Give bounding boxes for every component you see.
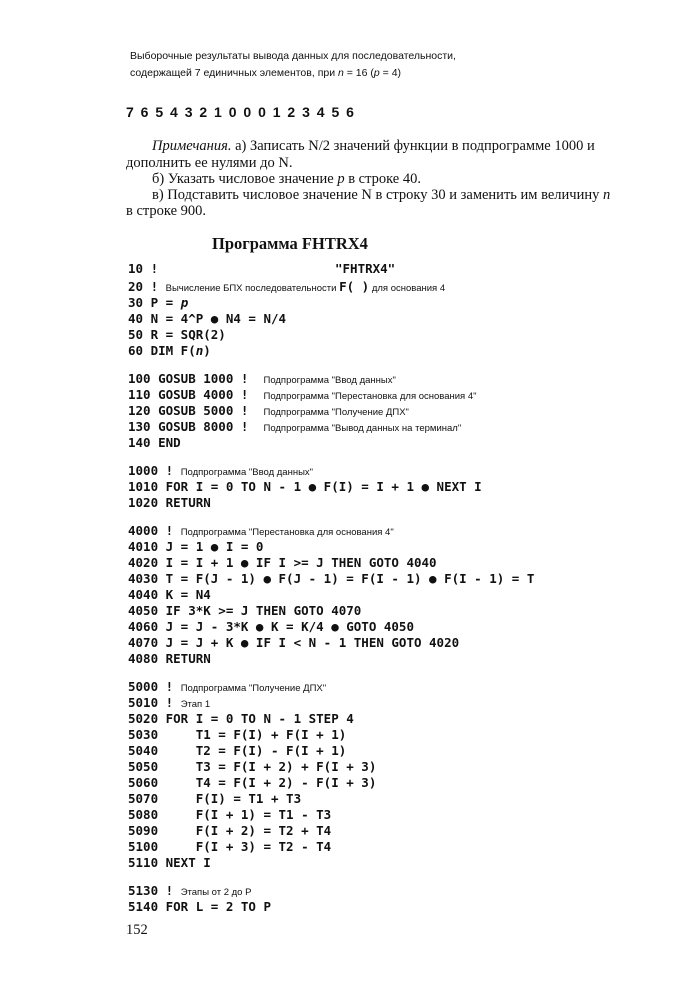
code-line-5110: 5110 NEXT I [128, 855, 211, 870]
output-sequence: 7 6 5 4 3 2 1 0 0 0 1 2 3 4 5 6 [126, 104, 356, 120]
code-line-5090: 5090 F(I + 2) = T2 + T4 [128, 823, 332, 838]
code-line-5030: 5030 T1 = F(I) + F(I + 1) [128, 727, 347, 742]
code-line-110: 110 GOSUB 4000 ! Подпрограмма "Перестановка для основания 4" [128, 387, 477, 402]
note-a: Примечания. а) Записать N/2 значений функции в подпрограмме 1000 и [152, 138, 595, 154]
code-line-1000: 1000 ! Подпрограмма "Ввод данных" [128, 463, 314, 478]
code-line-4040: 4040 K = N4 [128, 587, 211, 602]
code-line-60: 60 DIM F(n) [128, 343, 211, 358]
code-line-5140: 5140 FOR L = 2 TO P [128, 899, 271, 914]
code-line-4010: 4010 J = 1 ● I = 0 [128, 539, 264, 554]
code-line-5130: 5130 ! Этапы от 2 до P [128, 883, 252, 898]
code-line-5060: 5060 T4 = F(I + 2) - F(I + 3) [128, 775, 377, 790]
program-title: Программа FHTRX4 [212, 234, 368, 253]
code-line-5070: 5070 F(I) = T1 + T3 [128, 791, 302, 806]
code-line-5010: 5010 ! Этап 1 [128, 695, 211, 710]
code-line-10: 10 ! "FHTRX4" [128, 261, 396, 276]
code-line-120: 120 GOSUB 5000 ! Подпрограмма "Получение ДПХ" [128, 403, 409, 418]
note-c-continued: в строке 900. [126, 203, 207, 219]
code-line-4030: 4030 T = F(J - 1) ● F(J - 1) = F(I - 1) ● F(I - 1) = T [128, 571, 535, 586]
code-line-5000: 5000 ! Подпрограмма "Получение ДПХ" [128, 679, 327, 694]
code-line-30: 30 P = p [128, 295, 189, 310]
code-line-4080: 4080 RETURN [128, 651, 211, 666]
sample-output-caption-line1: Выборочные результаты вывода данных для последовательности, [130, 50, 456, 62]
note-a-continued: дополнить ее нулями до N. [126, 155, 293, 171]
code-line-5100: 5100 F(I + 3) = T2 - T4 [128, 839, 332, 854]
code-line-100: 100 GOSUB 1000 ! Подпрограмма "Ввод данных" [128, 371, 396, 386]
code-line-1010: 1010 FOR I = 0 TO N - 1 ● F(I) = I + 1 ● NEXT I [128, 479, 482, 494]
code-line-140: 140 END [128, 435, 181, 450]
code-line-5020: 5020 FOR I = 0 TO N - 1 STEP 4 [128, 711, 354, 726]
code-line-4070: 4070 J = J + K ● IF I < N - 1 THEN GOTO 4020 [128, 635, 460, 650]
code-line-5080: 5080 F(I + 1) = T1 - T3 [128, 807, 332, 822]
code-line-5050: 5050 T3 = F(I + 2) + F(I + 3) [128, 759, 377, 774]
code-line-50: 50 R = SQR(2) [128, 327, 226, 342]
code-line-5040: 5040 T2 = F(I) - F(I + 1) [128, 743, 347, 758]
note-b: б) Указать числовое значение p в строке 40. [152, 171, 421, 187]
sample-output-caption-line2: содержащей 7 единичных элементов, при n = 16 (p = 4) [130, 67, 402, 79]
code-line-20: 20 ! Вычисление БПХ последовательности F( ) для основания 4 [128, 279, 446, 294]
code-line-4050: 4050 IF 3*K >= J THEN GOTO 4070 [128, 603, 362, 618]
code-line-4000: 4000 ! Подпрограмма "Перестановка для основания 4" [128, 523, 394, 538]
note-c: в) Подставить числовое значение N в строку 30 и заменить им величину n [152, 187, 611, 203]
code-line-130: 130 GOSUB 8000 ! Подпрограмма "Вывод данных на терминал" [128, 419, 462, 434]
code-line-4020: 4020 I = I + 1 ● IF I >= J THEN GOTO 4040 [128, 555, 437, 570]
page-number: 152 [126, 922, 148, 938]
code-line-4060: 4060 J = J - 3*K ● K = K/4 ● GOTO 4050 [128, 619, 414, 634]
code-line-1020: 1020 RETURN [128, 495, 211, 510]
code-line-40: 40 N = 4^P ● N4 = N/4 [128, 311, 287, 326]
